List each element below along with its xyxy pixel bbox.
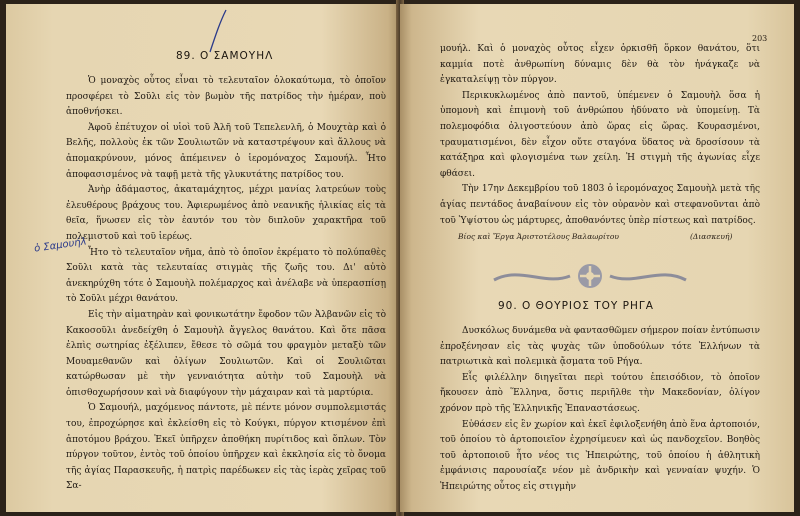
paragraph: Δυσκόλως δυνάμεθα νὰ φαντασθῶμεν σήμερον ποίαν ἐντύπωσιν ἐπροξένησαν εἰς τὰς ψυχὰς τῶν ὑποδούλων τότε Ἑλλήνων τὰ πατριωτικὰ καὶ πολεμικὰ ᾄσματα τοῦ Ρήγα. <box>440 326 760 368</box>
source-note: (Διασκευή) <box>690 232 733 241</box>
page-number: 203 <box>752 34 768 43</box>
left-chapter-title: 89. Ο ΣΑΜΟΥΗΛ <box>176 50 274 62</box>
paragraph: Ὁ Σαμουήλ, μαχόμενος πάντοτε, μὲ πέντε μόνον συμπολεμιστάς του, ἐπροχώρησε καὶ ἐκλείσθη εἰς τὸ Κούγκι, πύργον κτισμένον ἐπὶ ἀποτόμου βράχου. Ἐκεῖ ὑπῆρχεν ἀποθήκη πυρίτιδος καὶ ὅπλων. Τὸν πύργον τοῦτον, ἐντὸς τοῦ ὁποίου ὑπῆρχεν καὶ ἐκκλησία εἰς τὸ ὄνομα τῆς ἁγίας Παρασκευῆς, ἡ πατρὶς παρέδωκεν εἰς τὰς ἱερὰς χεῖρας τοῦ Σα- <box>66 403 386 492</box>
left-page <box>6 4 400 512</box>
paragraph: Ὁ μοναχὸς οὗτος εἶναι τὸ τελευταῖον ὁλοκαύτωμα, τὸ ὁποῖον προσφέρει τὸ Σοῦλι εἰς τὸν βωμὸν τῆς πατρίδος τὴν ἡμέραν, ποὺ ἀποθνήσκει. <box>66 76 386 118</box>
paragraph: Ἀνὴρ ἀδάμαστος, ἀκαταμάχητος, μέχρι μανίας λατρεύων τοὺς ἐλευθέρους βράχους του. Ἀφιερωμένος ἀπὸ νεανικῆς ἡλικίας εἰς τὰ θεῖα, ἥνωσεν εἰς τὸν ἑαυτόν του τὸν διπλοῦν χαρακτῆρα τοῦ πολεμιστοῦ καὶ τοῦ ἱερέως. <box>66 185 386 242</box>
paragraph: Ἦτο τὸ τελευταῖον νῆμα, ἀπὸ τὸ ὁποῖον ἐκρέματο τὸ πολύπαθὲς Σοῦλι κατὰ τὰς τελευταίας στιγμὰς τῆς ζωῆς του. Δι' αὐτὸ ἀνεκηρύχθη τότε ὁ Σαμουὴλ πολέμαρχος καὶ ἀνέλαβε νὰ ὑπερασπίσῃ τὸ Σοῦλι μέχρι θανάτου. <box>66 247 386 305</box>
right-page <box>400 4 794 512</box>
paragraph: Περικυκλωμένος ἀπὸ παντοῦ, ὑπέμενεν ὁ Σαμουὴλ ὅσα ἡ ὑπομονὴ καὶ ἐπιμονὴ τοῦ ἀνθρώπου ἠδύνατο νὰ ὑπομείνῃ. Τὰ πολεμοφόδια ὀλιγοστεύουν ἀπὸ ὥρας εἰς ὥρας. Κουρασμένοι, τραυματισμένοι, δὲν εἶχον οὔτε σταγόνα ὕδατος νὰ δροσίσουν τὰ κατάξηρα καὶ φλογισμένα των χείλη. Ἡ στιγμὴ τῆς ἀγωνίας εἶχε φθάσει. <box>440 90 760 179</box>
paragraph: μουήλ. Καὶ ὁ μοναχὸς οὗτος εἶχεν ὁρκισθῆ ὅρκον θανάτου, ὅτι καμμία ποτὲ ἀνθρωπίνη δύναμις δὲν θὰ τὸν ἠνάγκαζε νὰ ἐγκαταλείψῃ τὸν πύργον. <box>440 44 760 86</box>
left-body-text <box>66 74 386 495</box>
paragraph: Εὑθάσεν εἰς ἓν χωρίον καὶ ἐκεῖ ἐφιλοξενήθη ἀπὸ ἕνα ἀρτοποιόν, τοῦ ὁποίου τὸ ἀρτοποιεῖον ἐχρησίμευεν καὶ ὡς πανδοχεῖον. Βοηθὸς τοῦ ἀρτοποιοῦ ἦτο νέος τις Ἠπειρώτης, τοῦ ὁποίου ἡ ἀθλητικὴ ἐμφάνισις παρουσίαζε νέον μὲ ἀνδρικὴν καὶ γενναίαν ψυχήν. Ὁ Ἠπειρώτης οὗτος εἰς στιγμὴν <box>440 419 760 492</box>
paragraph: Ἀφοῦ ἐπέτυχον οἱ υἱοὶ τοῦ Ἀλῆ τοῦ Τεπελενλῆ, ὁ Μουχτὰρ καὶ ὁ Βελῆς, πολλοὺς ἐκ τῶν Σουλιωτῶν νὰ καταστρέψουν καὶ ἄλλους νὰ ἀπομακρύνουν, μόνος ἀπέμεινεν ὁ ἱερομόναχος Σαμουήλ. Ἦτο ἀποφασισμένος νὰ ταφῇ μετὰ τῆς γλυκυτάτης πατρίδος του. <box>66 122 386 180</box>
paragraph: Τὴν 17ην Δεκεμβρίου τοῦ 1803 ὁ ἱερομόναχος Σαμουὴλ μετὰ τῆς ἁγίας πεντάδος ἀναβαίνουν εἰς τὸν οὐρανὸν καὶ στεφανοῦνται ἀπὸ τοῦ Ὑψίστου ὡς μάρτυρες, ἀποθανόντες ὑπὲρ πίστεως καὶ πατρίδος. <box>440 184 760 226</box>
handwritten-margin-note: ὁ Σαμουήλ <box>33 236 88 255</box>
paragraph: Εἰς τὴν αἱματηρὰν καὶ φονικωτάτην ἔφοδον τῶν Ἀλβανῶν εἰς τὸ Κακοσοῦλι ἀνεδείχθη ὁ Σαμουὴλ ἄγγελος θανάτου. Καὶ ὅτε πᾶσα ἐλπὶς σωτηρίας ἐξέλιπεν, ἔθεσε τὸ σῶμά του φραγμὸν μεταξὺ τῶν Μουαμεθανῶν καὶ ὀλίγων Σουλιωτῶν. Καὶ οἱ Σουλιῶται κατώρθωσαν μὲ τὴν γενναιότητα αὐτὴν τοῦ Σαμουὴλ νὰ ὀπισθοχωρήσουν καὶ νὰ διαφύγουν τὴν μάχαιραν καὶ τὰ μαρτύρια. <box>66 309 386 398</box>
source-reference: Βίος καὶ Ἔργα Ἀριστοτέλους Βαλαωρίτου <box>458 232 619 241</box>
paragraph: Εἷς φιλέλλην διηγεῖται περὶ τούτου ἐπεισόδιον, τὸ ὁποῖον ἤκουσεν ἀπὸ Ἕλληνα, ὅστις περιῆλθε τὴν Μακεδονίαν, ὀλίγον χρόνον πρὸ τῆς Ἑλληνικῆς Ἐπαναστάσεως. <box>440 372 760 414</box>
right-body-text-bottom <box>440 324 760 496</box>
pen-check-mark <box>196 8 236 54</box>
ornament-divider-icon <box>490 258 690 294</box>
right-chapter-title: 90. Ο ΘΟΥΡΙΟΣ ΤΟΥ ΡΗΓΑ <box>498 300 654 312</box>
right-body-text-top <box>440 42 760 229</box>
